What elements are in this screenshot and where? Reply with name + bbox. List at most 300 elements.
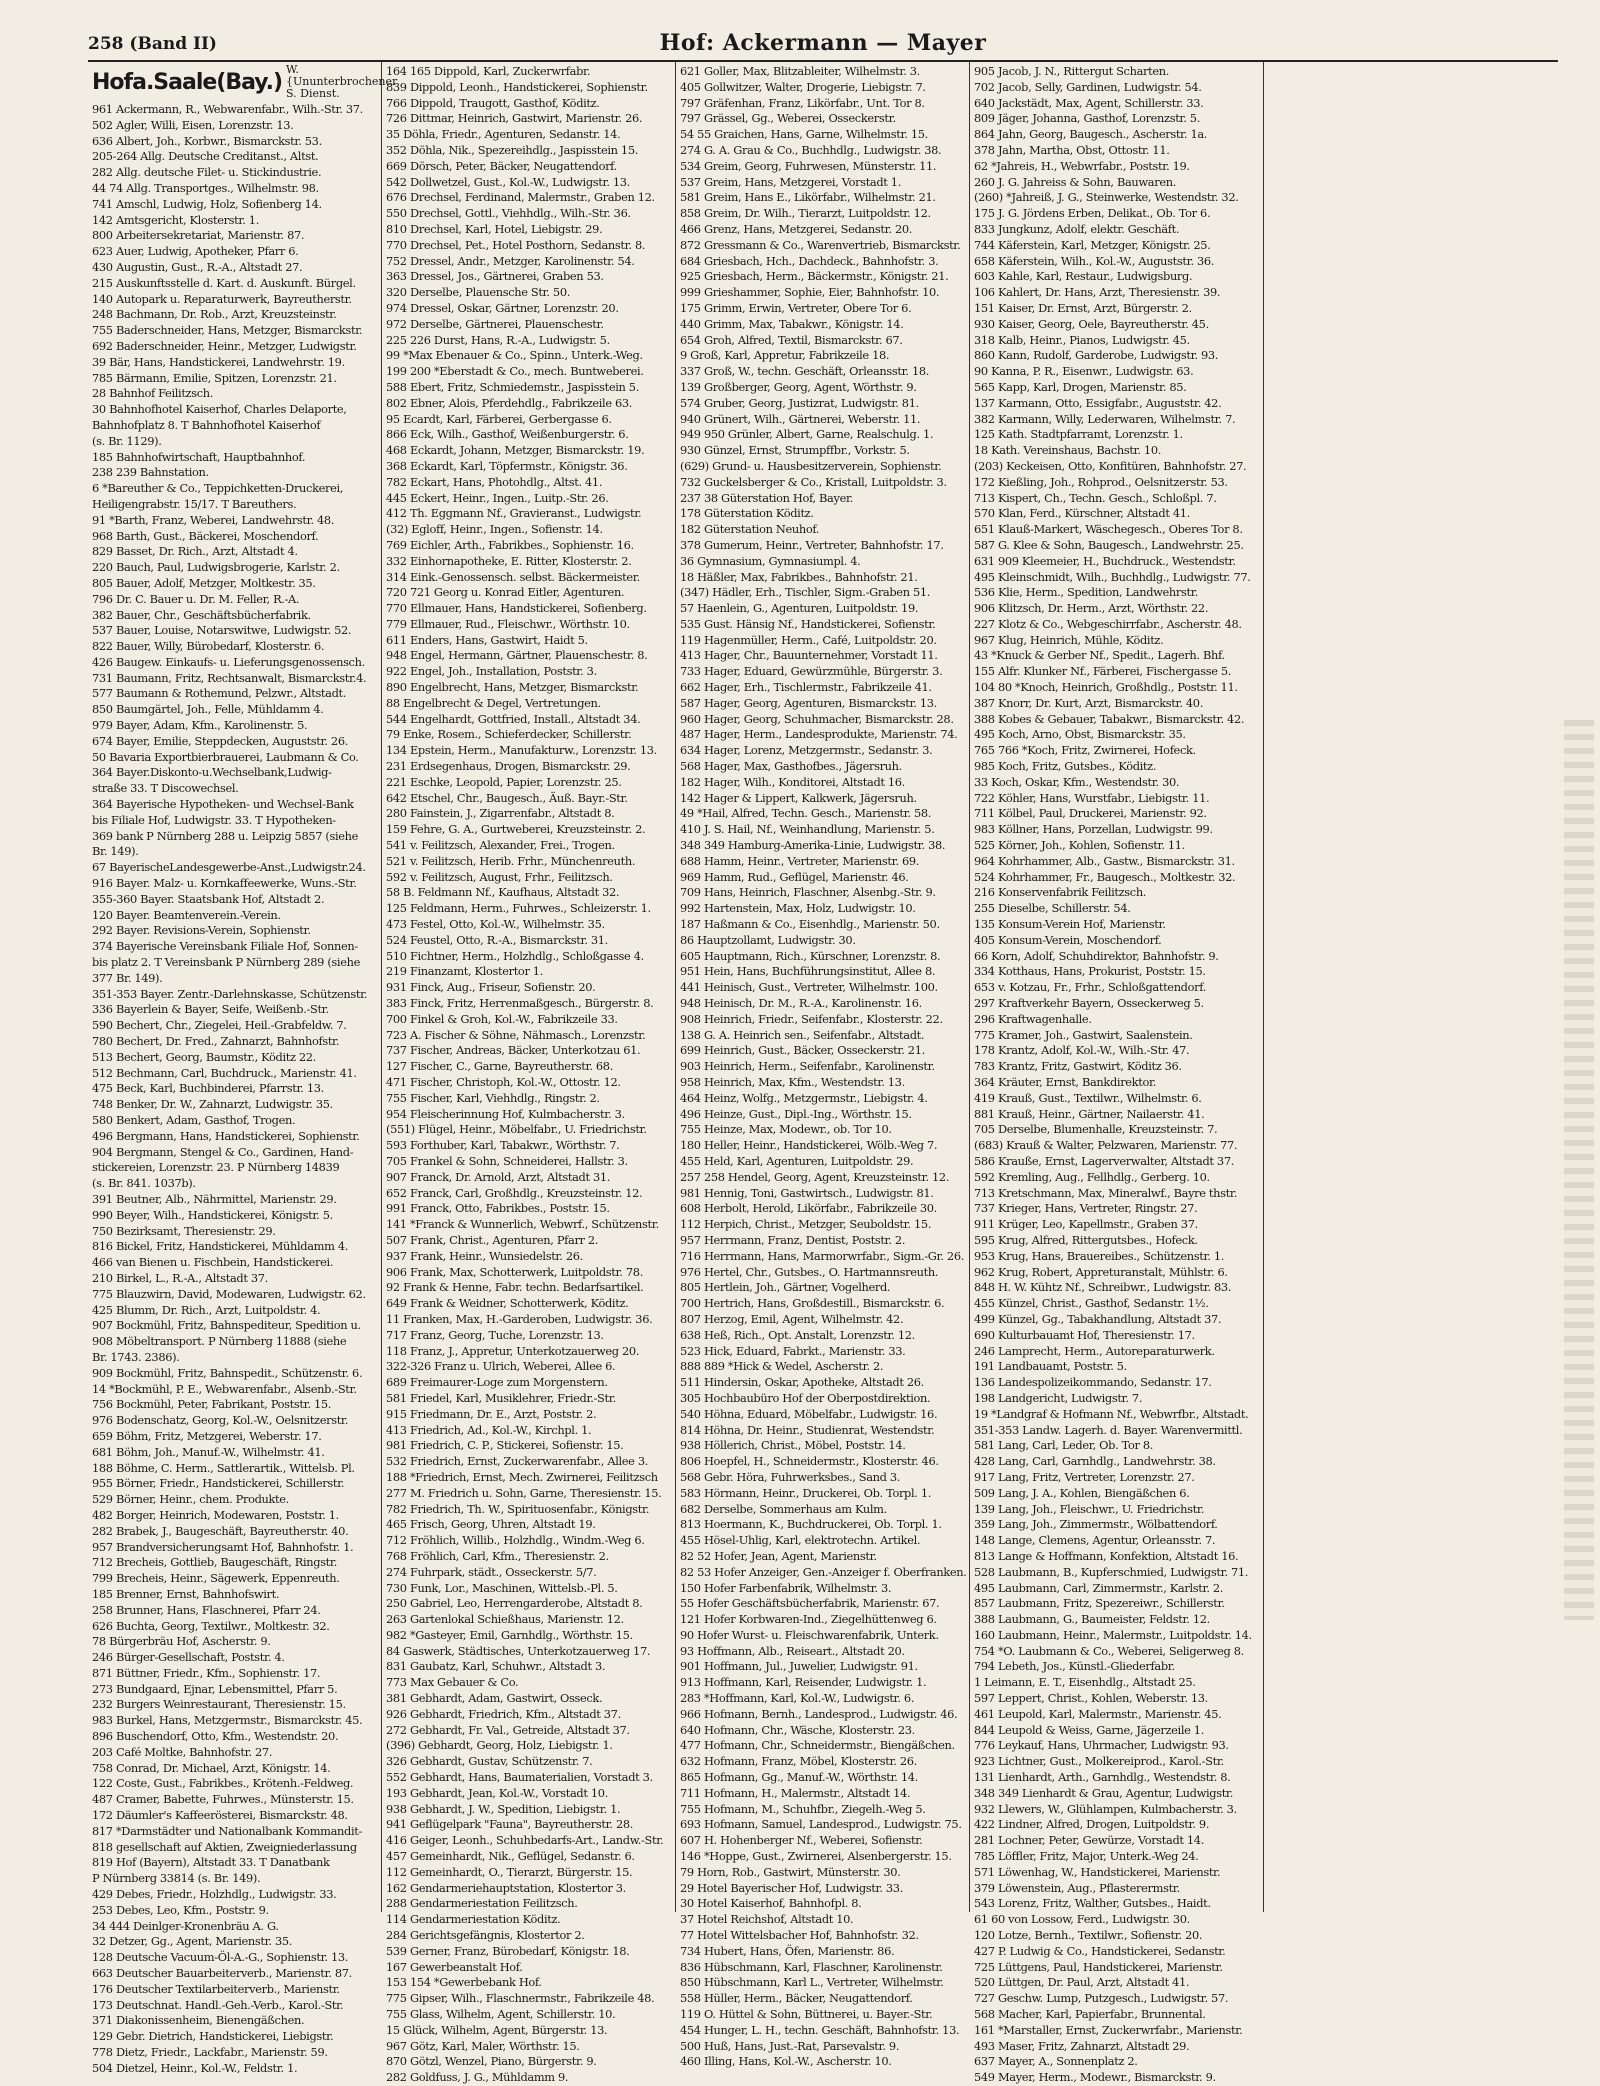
directory-entry: 543 Lorenz, Fritz, Walther, Gutsbes., Haidt. [974, 1896, 1211, 1911]
directory-entry: 82 53 Hofer Anzeiger, Gen.-Anzeiger f. Oberfranken. [680, 1564, 967, 1579]
directory-entry: 592 v. Feilitzsch, August, Frhr., Feilitzsch. [386, 869, 613, 884]
directory-entry: 938 Gebhardt, J. W., Spedition, Liebigstr. 1. [386, 1801, 621, 1816]
directory-entry: 125 Kath. Stadtpfarramt, Lorenzstr. 1. [974, 427, 1183, 442]
directory-entry: (203) Keckeisen, Otto, Konfitüren, Bahnhofstr. 27. [974, 458, 1247, 473]
directory-entry: 941 Geflügelpark "Fauna", Bayreutherstr. 28. [386, 1817, 634, 1832]
directory-entry: 817 *Darmstädter und Nationalbank Kommandit- [92, 1823, 363, 1838]
directory-entry: 968 Barth, Gust., Bäckerei, Moschendorf. [92, 528, 319, 543]
directory-entry: 332 Einhornapotheke, E. Ritter, Klosterstr. 2. [386, 553, 632, 568]
directory-entry: 36 Gymnasium, Gymnasiumpl. 4. [680, 553, 861, 568]
directory-entry: 410 J. S. Hail, Nf., Weinhandlung, Marienstr. 5. [680, 822, 935, 837]
directory-entry: 588 Ebert, Fritz, Schmiedemstr., Jaspisstein 5. [386, 379, 639, 394]
directory-entry: 700 Finkel & Groh, Kol.-W., Fabrikzeile 33. [386, 1011, 618, 1026]
directory-entry: 193 Gebhardt, Jean, Kol.-W., Vorstadt 10. [386, 1785, 608, 1800]
directory-entry: 806 Hoepfel, H., Schneidermstr., Klosterstr. 46. [680, 1454, 939, 1469]
directory-entry: 57 Haenlein, G., Agenturen, Luitpoldstr. 19. [680, 601, 919, 616]
directory-entry: 487 Hager, Herm., Landesprodukte, Marienstr. 74. [680, 727, 958, 742]
directory-entry: 755 Glass, Wilhelm, Agent, Schillerstr. 10. [386, 2007, 616, 2022]
directory-entry: 587 Hager, Georg, Agenturen, Bismarckstr. 13. [680, 695, 937, 710]
directory-entry: 88 Engelbrecht & Degel, Vertretungen. [386, 695, 601, 710]
directory-entry: 638 Heß, Rich., Opt. Anstalt, Lorenzstr. 12. [680, 1327, 915, 1342]
directory-entry: 938 Höllerich, Christ., Möbel, Poststr. 14. [680, 1438, 906, 1453]
directory-entry: 544 Engelhardt, Gottfried, Install., Altstadt 34. [386, 711, 641, 726]
directory-entry: 141 *Franck & Wunnerlich, Webwrf., Schützenstr. [386, 1217, 659, 1232]
directory-entry: 773 Max Gebauer & Co. [386, 1675, 519, 1690]
directory-entry: 931 Finck, Aug., Friseur, Sofienstr. 20. [386, 980, 596, 995]
directory-entry: 334 Kotthaus, Hans, Prokurist, Poststr. 15. [974, 964, 1206, 979]
directory-entry: 104 80 *Knoch, Heinrich, Großhdlg., Poststr. 11. [974, 680, 1238, 695]
directory-entry: 246 Lamprecht, Herm., Autoreparaturwerk. [974, 1343, 1215, 1358]
directory-entry: 282 Brabek, J., Baugeschäft, Bayreutherstr. 40. [92, 1523, 349, 1538]
page-title: Hof: Ackermann — Mayer [659, 30, 987, 56]
directory-entry: 659 Böhm, Fritz, Metzgerei, Weberstr. 17. [92, 1428, 322, 1443]
directory-entry: 175 J. G. Jördens Erben, Delikat., Ob. Tor 6. [974, 206, 1211, 221]
directory-entry: 908 Heinrich, Friedr., Seifenfabr., Klosterstr. 22. [680, 1011, 943, 1026]
directory-entry: 593 Forthuber, Karl, Tabakwr., Wörthstr. 7. [386, 1138, 620, 1153]
directory-entry: 348 349 Lienhardt & Grau, Agentur, Ludwigstr. [974, 1785, 1234, 1800]
directory-entry: 568 Macher, Karl, Papierfabr., Brunnental. [974, 2007, 1206, 2022]
directory-entry: 466 Grenz, Hans, Metzgerei, Sedanstr. 20. [680, 221, 913, 236]
directory-entry: 364 Bayer.Diskonto-u.Wechselbank,Ludwig- [92, 765, 332, 780]
directory-entry: 605 Hauptmann, Rich., Kürschner, Lorenzstr. 8. [680, 948, 941, 963]
directory-entry: 273 Bundgaard, Ejnar, Lebensmittel, Pfarr 5. [92, 1681, 338, 1696]
directory-entry: 549 Mayer, Herm., Modewr., Bismarckstr. 9. [974, 2070, 1216, 2085]
directory-entry: 713 Kretschmann, Max, Mineralwf., Bayre thstr. [974, 1185, 1237, 1200]
directory-entry: 581 Lang, Carl, Leder, Ob. Tor 8. [974, 1438, 1154, 1453]
directory-entry: 496 Heinze, Gust., Dipl.-Ing., Wörthstr. 15. [680, 1106, 912, 1121]
directory-entry: 510 Fichtner, Herm., Holzhdlg., Schloßgasse 4. [386, 948, 644, 963]
directory-entry: 28 Bahnhof Feilitzsch. [92, 386, 213, 401]
directory-entry: 949 950 Grünler, Albert, Garne, Realschulg. 1. [680, 427, 934, 442]
directory-entry: 142 Hager & Lippert, Kalkwerk, Jägersruh. [680, 790, 917, 805]
directory-entry: 674 Bayer, Emilie, Steppdecken, Auguststr. 26. [92, 733, 348, 748]
directory-entry: 464 Heinz, Wolfg., Metzgermstr., Liebigstr. 4. [680, 1090, 928, 1105]
directory-entry: (s. Br. 841. 1037b). [92, 1176, 196, 1191]
directory-entry: 513 Bechert, Georg, Baumstr., Köditz 22. [92, 1049, 316, 1064]
directory-entry: 964 Kohrhammer, Alb., Gastw., Bismarckstr. 31. [974, 853, 1235, 868]
directory-entry: 322-326 Franz u. Ulrich, Weberei, Allee 6. [386, 1359, 616, 1374]
directory-entry: 587 G. Klee & Sohn, Baugesch., Landwehrstr. 25. [974, 537, 1244, 552]
directory-entry: 911 Krüger, Leo, Kapellmstr., Graben 37. [974, 1217, 1198, 1232]
directory-entry: 274 Fuhrpark, städt., Osseckerstr. 5/7. [386, 1564, 597, 1579]
directory-entry: 114 Gendarmeriestation Köditz. [386, 1912, 561, 1927]
directory-entry: 455 Künzel, Christ., Gasthof, Sedanstr. 1½. [974, 1296, 1209, 1311]
directory-entry: 948 Heinisch, Dr. M., R.-A., Karolinenstr. 16. [680, 996, 922, 1011]
directory-entry: 979 Bayer, Adam, Kfm., Karolinenstr. 5. [92, 718, 308, 733]
directory-entry: 364 Kräuter, Ernst, Bankdirektor. [974, 1075, 1157, 1089]
directory-entry: 314 Eink.-Genossensch. selbst. Bäckermeister. [386, 569, 640, 584]
directory-entry: 755 Heinze, Max, Modewr., ob. Tor 10. [680, 1122, 892, 1137]
directory-entry: 711 Kölbel, Paul, Druckerei, Marienstr. 92. [974, 806, 1207, 821]
directory-entry: 552 Gebhardt, Hans, Baumaterialien, Vorstadt 3. [386, 1770, 653, 1785]
directory-entry: 288 Gendarmeriestation Feilitzsch. [386, 1896, 578, 1911]
directory-entry: 653 v. Kotzau, Fr., Frhr., Schloßgattendorf. [974, 980, 1206, 995]
directory-entry: 915 Friedmann, Dr. E., Arzt, Poststr. 2. [386, 1406, 597, 1421]
directory-entry: 688 Hamm, Heinr., Vertreter, Marienstr. 69. [680, 853, 920, 868]
directory-entry: bis platz 2. T Vereinsbank P Nürnberg 289 (siehe [92, 955, 360, 970]
directory-entry: 951 Hein, Hans, Buchführungsinstitut, Allee 8. [680, 964, 936, 979]
directory-entry: 654 Groh, Alfred, Textil, Bismarckstr. 67. [680, 332, 903, 347]
directory-entry: 908 Möbeltransport. P Nürnberg 11888 (siehe [92, 1334, 347, 1349]
directory-entry: 507 Frank, Christ., Agenturen, Pfarr 2. [386, 1232, 599, 1247]
directory-entry: 405 Gollwitzer, Walter, Drogerie, Liebigstr. 7. [680, 79, 926, 94]
directory-entry: 955 Börner, Friedr., Handstickerei, Schillerstr. [92, 1476, 345, 1491]
directory-entry: 9 Groß, Karl, Appretur, Fabrikzeile 18. [680, 348, 890, 363]
directory-entry: Bahnhofplatz 8. T Bahnhofhotel Kaiserhof [92, 417, 321, 432]
directory-entry: 731 Baumann, Fritz, Rechtsanwalt, Bismarckstr.4. [92, 670, 367, 685]
directory-entry: 66 Korn, Adolf, Schuhdirektor, Bahnhofstr. 9. [974, 948, 1219, 963]
directory-entry: 922 Engel, Joh., Installation, Poststr. 3. [386, 664, 597, 679]
directory-entry: 775 Blauzwirn, David, Modewaren, Ludwigstr. 62. [92, 1286, 366, 1301]
directory-entry: 413 Hager, Chr., Bauunternehmer, Vorstadt 11. [680, 648, 938, 663]
directory-entry: 455 Hösel-Uhlig, Karl, elektrotechn. Artikel. [680, 1533, 921, 1548]
directory-entry: 187 Haßmann & Co., Eisenhdlg., Marienstr. 50. [680, 917, 940, 932]
directory-entry: 297 Kraftverkehr Bayern, Osseckerweg 5. [974, 996, 1204, 1011]
directory-entry: 136 Landespolizeikommando, Sedanstr. 17. [974, 1375, 1212, 1390]
page-header [88, 30, 1558, 62]
directory-entry: 11 Franken, Max, H.-Garderoben, Ludwigstr. 36. [386, 1311, 653, 1326]
directory-entry: 277 M. Friedrich u. Sohn, Garne, Theresienstr. 15. [386, 1485, 662, 1500]
directory-entry: 905 Jacob, J. N., Rittergut Scharten. [974, 64, 1169, 78]
directory-entry: 482 Borger, Heinrich, Modewaren, Poststr. 1. [92, 1507, 339, 1522]
directory-entry: 961 Ackermann, R., Webwarenfabr., Wilh.-Str. 37. [92, 102, 363, 116]
directory-entry: 351-353 Landw. Lagerh. d. Bayer. Warenvermittl. [974, 1422, 1243, 1437]
directory-entry: 351-353 Bayer. Zentr.-Darlehnskasse, Schützenstr. [92, 986, 368, 1001]
directory-entry: 445 Eckert, Heinr., Ingen., Luitp.-Str. 26. [386, 490, 609, 505]
directory-entry: 976 Bodenschatz, Georg, Kol.-W., Oelsnitzerstr. [92, 1413, 349, 1428]
directory-entry: 802 Ebner, Alois, Pferdehdlg., Fabrikzeile 63. [386, 395, 633, 410]
directory-entry: 758 Conrad, Dr. Michael, Arzt, Königstr. 14. [92, 1760, 331, 1775]
directory-entry: 30 Bahnhofhotel Kaiserhof, Charles Delaporte, [92, 402, 347, 417]
directory-entry: 368 Eckardt, Karl, Töpfermstr., Königstr. 36. [386, 458, 628, 473]
directory-entry: 138 G. A. Heinrich sen., Seifenfabr., Altstadt. [680, 1027, 925, 1042]
directory-entry: 737 Krieger, Hans, Vertreter, Ringstr. 27. [974, 1201, 1198, 1216]
directory-entry: 188 Böhme, C. Herm., Sattlerartik., Wittelsb. Pl. [92, 1460, 355, 1475]
directory-entry: Br. 1743. 2386). [92, 1349, 180, 1364]
directory-entry: 992 Hartenstein, Max, Holz, Ludwigstr. 10. [680, 901, 916, 916]
directory-entry: 925 Griesbach, Herm., Bäckermstr., Königstr. 21. [680, 269, 949, 284]
directory-entry: 663 Deutscher Bauarbeiterverb., Marienstr. 87. [92, 1966, 352, 1981]
directory-entry: 44 74 Allg. Transportges., Wilhelmstr. 98. [92, 180, 319, 195]
directory-entry: 232 Burgers Weinrestaurant, Theresienstr. 15. [92, 1697, 346, 1712]
directory-entry: 237 38 Güterstation Hof, Bayer. [680, 490, 854, 505]
directory-entry: 581 Greim, Hans E., Likörfabr., Wilhelmstr. 21. [680, 190, 936, 205]
directory-entry: 185 Brenner, Ernst, Bahnhofswirt. [92, 1586, 280, 1601]
directory-entry: 180 Heller, Heinr., Handstickerei, Wölb.-Weg 7. [680, 1138, 938, 1153]
directory-entry: 669 Dörsch, Peter, Bäcker, Neugattendorf. [386, 158, 617, 173]
directory-entry: 90 Kanna, P. R., Eisenwr., Ludwigstr. 63. [974, 364, 1194, 379]
directory-entry: 940 Grünert, Wilh., Gärtnerei, Weberstr. 11. [680, 411, 921, 426]
directory-entry: 954 Fleischerinnung Hof, Kulmbacherstr. 3. [386, 1106, 625, 1121]
directory-entry: 907 Franck, Dr. Arnold, Arzt, Altstadt 31. [386, 1169, 611, 1184]
directory-entry: 383 Finck, Fritz, Herrenmaßgesch., Bürgerstr. 8. [386, 996, 654, 1011]
directory-entry: 461 Leupold, Karl, Malermstr., Marienstr. 45. [974, 1706, 1222, 1721]
directory-entry: 61 60 von Lossow, Ferd., Ludwigstr. 30. [974, 1912, 1190, 1927]
directory-entry: 848 H. W. Kühtz Nf., Schreibwr., Ludwigstr. 83. [974, 1280, 1232, 1295]
directory-entry: 238 239 Bahnstation. [92, 465, 209, 480]
directory-entry: 642 Etschel, Chr., Baugesch., Äuß. Bayr.-Str. [386, 790, 628, 805]
directory-entry: 281 Lochner, Peter, Gewürze, Vorstadt 14. [974, 1833, 1204, 1848]
directory-entry: 93 Hoffmann, Alb., Reiseart., Altstadt 20. [680, 1643, 905, 1658]
directory-entry: 725 Lüttgens, Paul, Handstickerei, Marienstr. [974, 1959, 1223, 1974]
directory-entry: 574 Gruber, Georg, Justizrat, Ludwigstr. 81. [680, 395, 919, 410]
directory-entry: 839 Dippold, Leonh., Handstickerei, Sophienstr. [386, 79, 648, 94]
directory-entry: 700 Hertrich, Hans, Großdestill., Bismarckstr. 6. [680, 1296, 945, 1311]
directory-entry: 120 Bayer. Beamtenverein.-Verein. [92, 907, 281, 922]
directory-entry: 565 Kapp, Karl, Drogen, Marienstr. 85. [974, 379, 1187, 394]
directory-entry: 775 Kramer, Joh., Gastwirt, Saalenstein. [974, 1027, 1193, 1042]
directory-entry: 907 Bockmühl, Fritz, Bahnspediteur, Spedition u. [92, 1318, 361, 1333]
directory-entry: 966 Hofmann, Bernh., Landesprod., Ludwigstr. 46. [680, 1706, 958, 1721]
directory-entry: 537 Greim, Hans, Metzgerei, Vorstadt 1. [680, 174, 901, 189]
directory-entry: 176 Deutscher Textilarbeiterverb., Marienstr. [92, 1981, 340, 1996]
directory-entry: bis Filiale Hof, Ludwigstr. 33. T Hypotheken- [92, 812, 336, 827]
directory-entry: 819 Hof (Bayern), Altstadt 33. T Danatbank [92, 1855, 330, 1870]
directory-entry: 135 Konsum-Verein Hof, Marienstr. [974, 917, 1166, 932]
city-heading [92, 63, 398, 100]
directory-entry: 139 Lang, Joh., Fleischwr., U. Friedrichstr. [974, 1501, 1204, 1516]
directory-entry: 540 Höhna, Eduard, Möbelfabr., Ludwigstr. 16. [680, 1406, 938, 1421]
directory-entry: 67 BayerischeLandesgewerbe-Anst.,Ludwigstr.24. [92, 860, 366, 875]
directory-entry: 906 Frank, Max, Schotterwerk, Luitpoldstr. 78. [386, 1264, 643, 1279]
directory-entry: 636 Albert, Joh., Korbwr., Bismarckstr. 53. [92, 133, 322, 148]
directory-entry: 148 Lange, Clemens, Agentur, Orleansstr. 7. [974, 1533, 1216, 1548]
directory-entry: 520 Lüttgen, Dr. Paul, Arzt, Altstadt 41. [974, 1975, 1190, 1990]
directory-entry: 768 Fröhlich, Carl, Kfm., Theresienstr. 2. [386, 1548, 609, 1563]
directory-entry: stickereien, Lorenzstr. 23. P Nürnberg 14839 [92, 1160, 340, 1175]
directory-entry: 363 Dressel, Jos., Gärtnerei, Graben 53. [386, 269, 604, 284]
directory-entry: 191 Landbauamt, Poststr. 5. [974, 1359, 1127, 1374]
directory-entry: 388 Kobes & Gebauer, Tabakwr., Bismarckstr. 42. [974, 711, 1245, 726]
directory-entry: 495 Laubmann, Carl, Zimmermstr., Karlstr. 2. [974, 1580, 1224, 1595]
directory-entry: 134 Epstein, Herm., Manufakturw., Lorenzstr. 13. [386, 743, 657, 758]
directory-entry: 378 Gumerum, Heinr., Vertreter, Bahnhofstr. 17. [680, 537, 944, 552]
scan-margin-edge [1564, 720, 1594, 1620]
directory-entry: 727 Geschw. Lump, Putzgesch., Ludwigstr. 57. [974, 1991, 1229, 2006]
directory-entry: 720 721 Georg u. Konrad Eitler, Agenturen. [386, 585, 625, 600]
directory-entry: 50 Bavaria Exportbierbrauerei, Laubmann & Co. [92, 749, 359, 764]
directory-entry: 280 Fainstein, J., Zigarrenfabr., Altstadt 8. [386, 806, 615, 821]
directory-entry: 535 Gust. Hänsig Nf., Handstickerei, Sofienstr. [680, 616, 936, 631]
directory-entry: 79 Enke, Rosem., Schieferdecker, Schillerstr. [386, 727, 632, 742]
directory-entry: 371 Diakonissenheim, Bienengäßchen. [92, 2013, 305, 2028]
directory-entry: 119 O. Hüttel & Sohn, Büttnerei, u. Bayer.-Str. [680, 2007, 933, 2022]
directory-entry: 752 Dressel, Andr., Metzger, Karolinenstr. 54. [386, 253, 635, 268]
directory-entry: 292 Bayer. Revisions-Verein, Sophienstr. [92, 923, 311, 938]
directory-entry: 621 Goller, Max, Blitzableiter, Wilhelmstr. 3. [680, 64, 920, 78]
directory-entry: 904 Bergmann, Stengel & Co., Gardinen, Hand- [92, 1144, 354, 1159]
directory-entry: 274 G. A. Grau & Co., Buchhdlg., Ludwigstr. 38. [680, 142, 942, 157]
directory-entry: 769 Eichler, Arth., Fabrikbes., Sophienstr. 16. [386, 537, 634, 552]
directory-entry: 726 Dittmar, Heinrich, Gastwirt, Marienstr. 26. [386, 111, 643, 126]
directory-entry: 15 Glück, Wilhelm, Agent, Bürgerstr. 13. [386, 2022, 608, 2037]
directory-entry: 796 Dr. C. Bauer u. Dr. M. Feller, R.-A. [92, 591, 300, 606]
directory-entry: 754 *O. Laubmann & Co., Weberei, Seligerweg 8. [974, 1643, 1244, 1658]
directory-entry: 318 Kalb, Heinr., Pianos, Ludwigstr. 45. [974, 332, 1190, 347]
column-3 [676, 62, 970, 2069]
directory-entry: 983 Burkel, Hans, Metzgermstr., Bismarckstr. 45. [92, 1713, 363, 1728]
directory-entry: 967 Klug, Heinrich, Mühle, Köditz. [974, 632, 1164, 647]
directory-entry: 140 Autopark u. Reparaturwerk, Bayreutherstr. [92, 291, 352, 306]
directory-entry: 741 Amschl, Ludwig, Holz, Sofienberg 14. [92, 196, 322, 211]
directory-entry: 829 Basset, Dr. Rich., Arzt, Altstadt 4. [92, 544, 298, 559]
directory-entry: 454 Hunger, L. H., techn. Geschäft, Bahnhofstr. 13. [680, 2022, 960, 2037]
directory-entry: 603 Kahle, Karl, Restaur., Ludwigsburg. [974, 269, 1193, 284]
directory-entry: 37 Hotel Reichshof, Altstadt 10. [680, 1912, 854, 1927]
directory-entry: 18 Kath. Vereinshaus, Bachstr. 10. [974, 443, 1162, 458]
directory-entry: 833 Jungkunz, Adolf, elektr. Geschäft. [974, 221, 1180, 236]
directory-entry: 626 Buchta, Georg, Textilwr., Moltkestr. 32. [92, 1618, 330, 1633]
directory-entry: 525 Körner, Joh., Kohlen, Sofienstr. 11. [974, 838, 1185, 853]
directory-entry: 652 Franck, Carl, Großhdlg., Kreuzsteinstr. 12. [386, 1185, 643, 1200]
directory-entry: 92 Frank & Henne, Fabr. techn. Bedarfsartikel. [386, 1280, 644, 1295]
directory-entry: 160 Laubmann, Heinr., Malermstr., Luitpoldstr. 14. [974, 1627, 1252, 1642]
directory-entry: 623 Auer, Ludwig, Apotheker, Pfarr 6. [92, 244, 299, 259]
directory-entry: 681 Böhm, Joh., Manuf.-W., Wilhelmstr. 41. [92, 1444, 325, 1459]
directory-entry: 355-360 Bayer. Staatsbank Hof, Altstadt 2. [92, 891, 325, 906]
directory-entry: 577 Baumann & Rothemund, Pelzwr., Altstadt. [92, 686, 347, 701]
directory-entry: 958 Heinrich, Max, Kfm., Westendstr. 13. [680, 1075, 905, 1089]
directory-entry: 146 *Hoppe, Gust., Zwirnerei, Alsenbergerstr. 15. [680, 1849, 952, 1864]
directory-entry: 457 Gemeinhardt, Nik., Geflügel, Sedanstr. 6. [386, 1849, 635, 1864]
directory-entry: 391 Beutner, Alb., Nährmittel, Marienstr. 29. [92, 1191, 337, 1206]
directory-entry: 985 Koch, Fritz, Gutsbes., Köditz. [974, 759, 1157, 774]
city-name: Hofa.Saale(Bay.) [92, 69, 283, 95]
directory-entry: 901 Hoffmann, Jul., Juwelier, Ludwigstr. 91. [680, 1659, 918, 1674]
directory-entry: 676 Drechsel, Ferdinand, Malermstr., Graben 12. [386, 190, 655, 205]
directory-entry: 378 Jahn, Martha, Obst, Ottostr. 11. [974, 142, 1170, 157]
directory-entry: 755 Fischer, Karl, Viehhdlg., Ringstr. 2. [386, 1090, 600, 1105]
directory-entry: 722 Köhler, Hans, Wurstfabr., Liebigstr. 11. [974, 790, 1210, 805]
directory-entry: 632 Hofmann, Franz, Möbel, Klosterstr. 26. [680, 1754, 917, 1769]
directory-entry: 816 Bickel, Fritz, Handstickerei, Mühldamm 4. [92, 1239, 349, 1254]
directory-entry: straße 33. T Discowechsel. [92, 781, 239, 796]
directory-entry: 250 Gabriel, Leo, Herrengarderobe, Altstadt 8. [386, 1596, 643, 1611]
directory-entry: 377 Br. 149). [92, 970, 163, 985]
directory-entry: 215 Auskunftsstelle d. Kart. d. Auskunft. Bürgel. [92, 275, 356, 290]
directory-entry: 326 Gebhardt, Gustav, Schützenstr. 7. [386, 1754, 593, 1769]
directory-entry: 227 Klotz & Co., Webgeschirrfabr., Ascherstr. 48. [974, 616, 1242, 631]
column-1 [88, 62, 398, 2075]
directory-entry: 732 Guckelsberger & Co., Kristall, Luitpoldstr. 3. [680, 474, 947, 489]
directory-entry: 379 Löwenstein, Aug., Pflasterermstr. [974, 1880, 1180, 1895]
directory-entry: 783 Krantz, Fritz, Gastwirt, Köditz 36. [974, 1059, 1182, 1074]
directory-entry: 337 Groß, W., techn. Geschäft, Orleansstr. 18. [680, 364, 930, 379]
directory-entry: 799 Brecheis, Heinr., Sägewerk, Eppenreuth. [92, 1571, 340, 1586]
directory-entry: 427 P. Ludwig & Co., Handstickerei, Sedanstr. [974, 1943, 1226, 1958]
directory-entry: 870 Götzl, Wenzel, Piano, Bürgerstr. 9. [386, 2054, 597, 2069]
directory-entry: 756 Bockmühl, Peter, Fabrikant, Poststr. 15. [92, 1397, 332, 1412]
directory-entry: 930 Kaiser, Georg, Oele, Bayreutherstr. 45. [974, 316, 1209, 331]
directory-entry: 422 Lindner, Alfred, Drogen, Luitpoldstr. 9. [974, 1817, 1210, 1832]
directory-entry: 248 Bachmann, Dr. Rob., Arzt, Kreuzsteinstr. [92, 307, 337, 322]
directory-entry: 441 Heinisch, Gust., Vertreter, Wilhelmstr. 100. [680, 980, 938, 995]
directory-entry: (551) Flügel, Heinr., Möbelfabr., U. Friedrichstr. [386, 1122, 647, 1137]
directory-entry: 460 Illing, Hans, Kol.-W., Ascherstr. 10. [680, 2054, 892, 2069]
directory-entry: 711 Hofmann, H., Malermstr., Altstadt 14. [680, 1785, 911, 1800]
directory-entry: 381 Gebhardt, Adam, Gastwirt, Osseck. [386, 1691, 603, 1706]
directory-entry: 199 200 *Eberstadt & Co., mech. Buntweberei. [386, 364, 644, 379]
directory-entry: 926 Gebhardt, Friedrich, Kfm., Altstadt 37. [386, 1706, 621, 1721]
directory-entry: 257 258 Hendel, Georg, Agent, Kreuzsteinstr. 12. [680, 1169, 950, 1184]
directory-entry: 127 Fischer, C., Garne, Bayreutherstr. 68. [386, 1059, 613, 1074]
directory-entry: 499 Künzel, Gg., Tabakhandlung, Altstadt 37. [974, 1311, 1222, 1326]
directory-entry: 982 *Gasteyer, Emil, Garnhdlg., Wörthstr. 15. [386, 1627, 633, 1642]
directory-entry: 369 bank P Nürnberg 288 u. Leipzig 5857 (siehe [92, 828, 359, 843]
directory-entry: 534 Greim, Georg, Fuhrwesen, Münsterstr. 11. [680, 158, 937, 173]
directory-entry: 219 Finanzamt, Klostertor 1. [386, 964, 543, 979]
directory-entry: 800 Arbeitersekretariat, Marienstr. 87. [92, 228, 305, 243]
directory-entry: 352 Döhla, Nik., Spezereihdlg., Jaspisstein 15. [386, 142, 638, 157]
directory-entry: 167 Gewerbeanstalt Hof. [386, 1959, 523, 1974]
directory-entry: 637 Mayer, A., Sonnenplatz 2. [974, 2054, 1138, 2069]
directory-entry: 755 Hofmann, M., Schuhfbr., Ziegelh.-Weg 5. [680, 1801, 926, 1816]
directory-entry: 583 Hörmann, Heinr., Druckerei, Ob. Torpl. 1. [680, 1485, 931, 1500]
directory-entry: 765 766 *Koch, Fritz, Zwirnerei, Hofeck. [974, 743, 1196, 758]
directory-entry: 161 *Marstaller, Ernst, Zuckerwrfabr., Marienstr. [974, 2022, 1243, 2037]
directory-entry: 405 Konsum-Verein, Moschendorf. [974, 932, 1162, 947]
directory-entry: 246 Bürger-Gesellschaft, Poststr. 4. [92, 1650, 285, 1665]
directory-entry: 159 Fehre, G. A., Gurtweberei, Kreuzsteinstr. 2. [386, 822, 646, 837]
directory-entry: 890 Engelbrecht, Hans, Metzger, Bismarckstr. [386, 680, 639, 695]
directory-entry: 957 Herrmann, Franz, Dentist, Poststr. 2. [680, 1232, 906, 1247]
directory-entry: 173 Deutschnat. Handl.-Geh.-Verb., Karol.-Str. [92, 1997, 344, 2012]
directory-entry: 19 *Landgraf & Hofmann Nf., Webwrfbr., Altstadt. [974, 1406, 1249, 1421]
directory-entry: 139 Großberger, Georg, Agent, Wörthstr. 9. [680, 379, 917, 394]
directory-entry: 210 Birkel, L., R.-A., Altstadt 37. [92, 1270, 268, 1285]
directory-entry: 717 Franz, Georg, Tuche, Lorenzstr. 13. [386, 1327, 604, 1342]
directory-entry: 220 Bauch, Paul, Ludwigsbrogerie, Karlstr. 2. [92, 560, 340, 575]
directory-entry: 778 Dietz, Friedr., Lackfabr., Marienstr. 59. [92, 2045, 328, 2060]
directory-entry: 755 Baderschneider, Hans, Metzger, Bismarckstr. [92, 323, 363, 338]
directory-entry: 592 Kremling, Aug., Fellhdlg., Gerberg. 10. [974, 1169, 1210, 1184]
directory-entry: Br. 149). [92, 844, 139, 859]
directory-entry: 29 Hotel Bayerischer Hof, Ludwigstr. 33. [680, 1880, 903, 1895]
directory-entry: 528 Laubmann, B., Kupferschmied, Ludwigstr. 71. [974, 1564, 1249, 1579]
directory-entry: 865 Hofmann, Gg., Manuf.-W., Wörthstr. 14. [680, 1770, 918, 1785]
directory-entry: 118 Franz, J., Appretur, Unterkotzauerweg 20. [386, 1343, 640, 1358]
directory-entry: 496 Bergmann, Hans, Handstickerei, Sophienstr. [92, 1128, 360, 1143]
directory-entry: 881 Krauß, Heinr., Gärtner, Nailaerstr. 41. [974, 1106, 1205, 1121]
directory-entry: 359 Lang, Joh., Zimmermstr., Wölbattendorf. [974, 1517, 1218, 1532]
directory-entry: 185 Bahnhofwirtschaft, Hauptbahnhof. [92, 449, 306, 464]
directory-entry: 568 Gebr. Höra, Fuhrwerksbes., Sand 3. [680, 1469, 901, 1484]
directory-entry: 805 Hertlein, Joh., Gärtner, Vogelherd. [680, 1280, 891, 1295]
directory-entry: 58 B. Feldmann Nf., Kaufhaus, Altstadt 32. [386, 885, 620, 900]
directory-entry: 305 Hochbaubüro Hof der Oberpostdirektion. [680, 1390, 931, 1405]
directory-entry: 775 Gipser, Wilh., Flaschnermstr., Fabrikzeile 48. [386, 1991, 655, 2006]
directory-entry: 440 Grimm, Max, Tabakwr., Königstr. 14. [680, 316, 904, 331]
directory-entry: 981 Friedrich, C. P., Stickerei, Sofienstr. 15. [386, 1438, 624, 1453]
directory-entry: 142 Amtsgericht, Klosterstr. 1. [92, 212, 259, 227]
directory-entry: 412 Th. Eggmann Nf., Gravieranst., Ludwigstr. [386, 506, 642, 521]
directory-entry: 129 Gebr. Dietrich, Handstickerei, Liebigstr. [92, 2029, 334, 2044]
directory-entry: 658 Käferstein, Wilh., Kol.-W., Auguststr. 36. [974, 253, 1215, 268]
directory-entry: 32 Detzer, Gg., Agent, Marienstr. 35. [92, 1934, 293, 1949]
directory-entry: 734 Hubert, Hans, Öfen, Marienstr. 86. [680, 1943, 895, 1958]
directory-entry: 164 165 Dippold, Karl, Zuckerwrfabr. [386, 64, 591, 78]
directory-entry: 524 Kohrhammer, Fr., Baugesch., Moltkestr. 32. [974, 869, 1236, 884]
directory-entry: 607 H. Hohenberger Nf., Weberei, Sofienstr. [680, 1833, 923, 1848]
directory-entry: 523 Hick, Eduard, Fabrkt., Marienstr. 33. [680, 1343, 906, 1358]
directory-entry: P Nürnberg 33814 (s. Br. 149). [92, 1871, 261, 1886]
directory-entry: 981 Hennig, Toni, Gastwirtsch., Ludwigstr. 81. [680, 1185, 934, 1200]
directory-entry: 387 Knorr, Dr. Kurt, Arzt, Bismarckstr. 40. [974, 695, 1203, 710]
directory-entry: 909 Bockmühl, Fritz, Bahnspedit., Schützenstr. 6. [92, 1365, 363, 1380]
directory-entry: 416 Geiger, Leonh., Schuhbedarfs-Art., Landw.-Str. [386, 1833, 664, 1848]
directory-entry: 413 Friedrich, Ad., Kol.-W., Kirchpl. 1. [386, 1422, 592, 1437]
directory-entry: 54 55 Graichen, Hans, Garne, Wilhelmstr. 15. [680, 127, 928, 142]
